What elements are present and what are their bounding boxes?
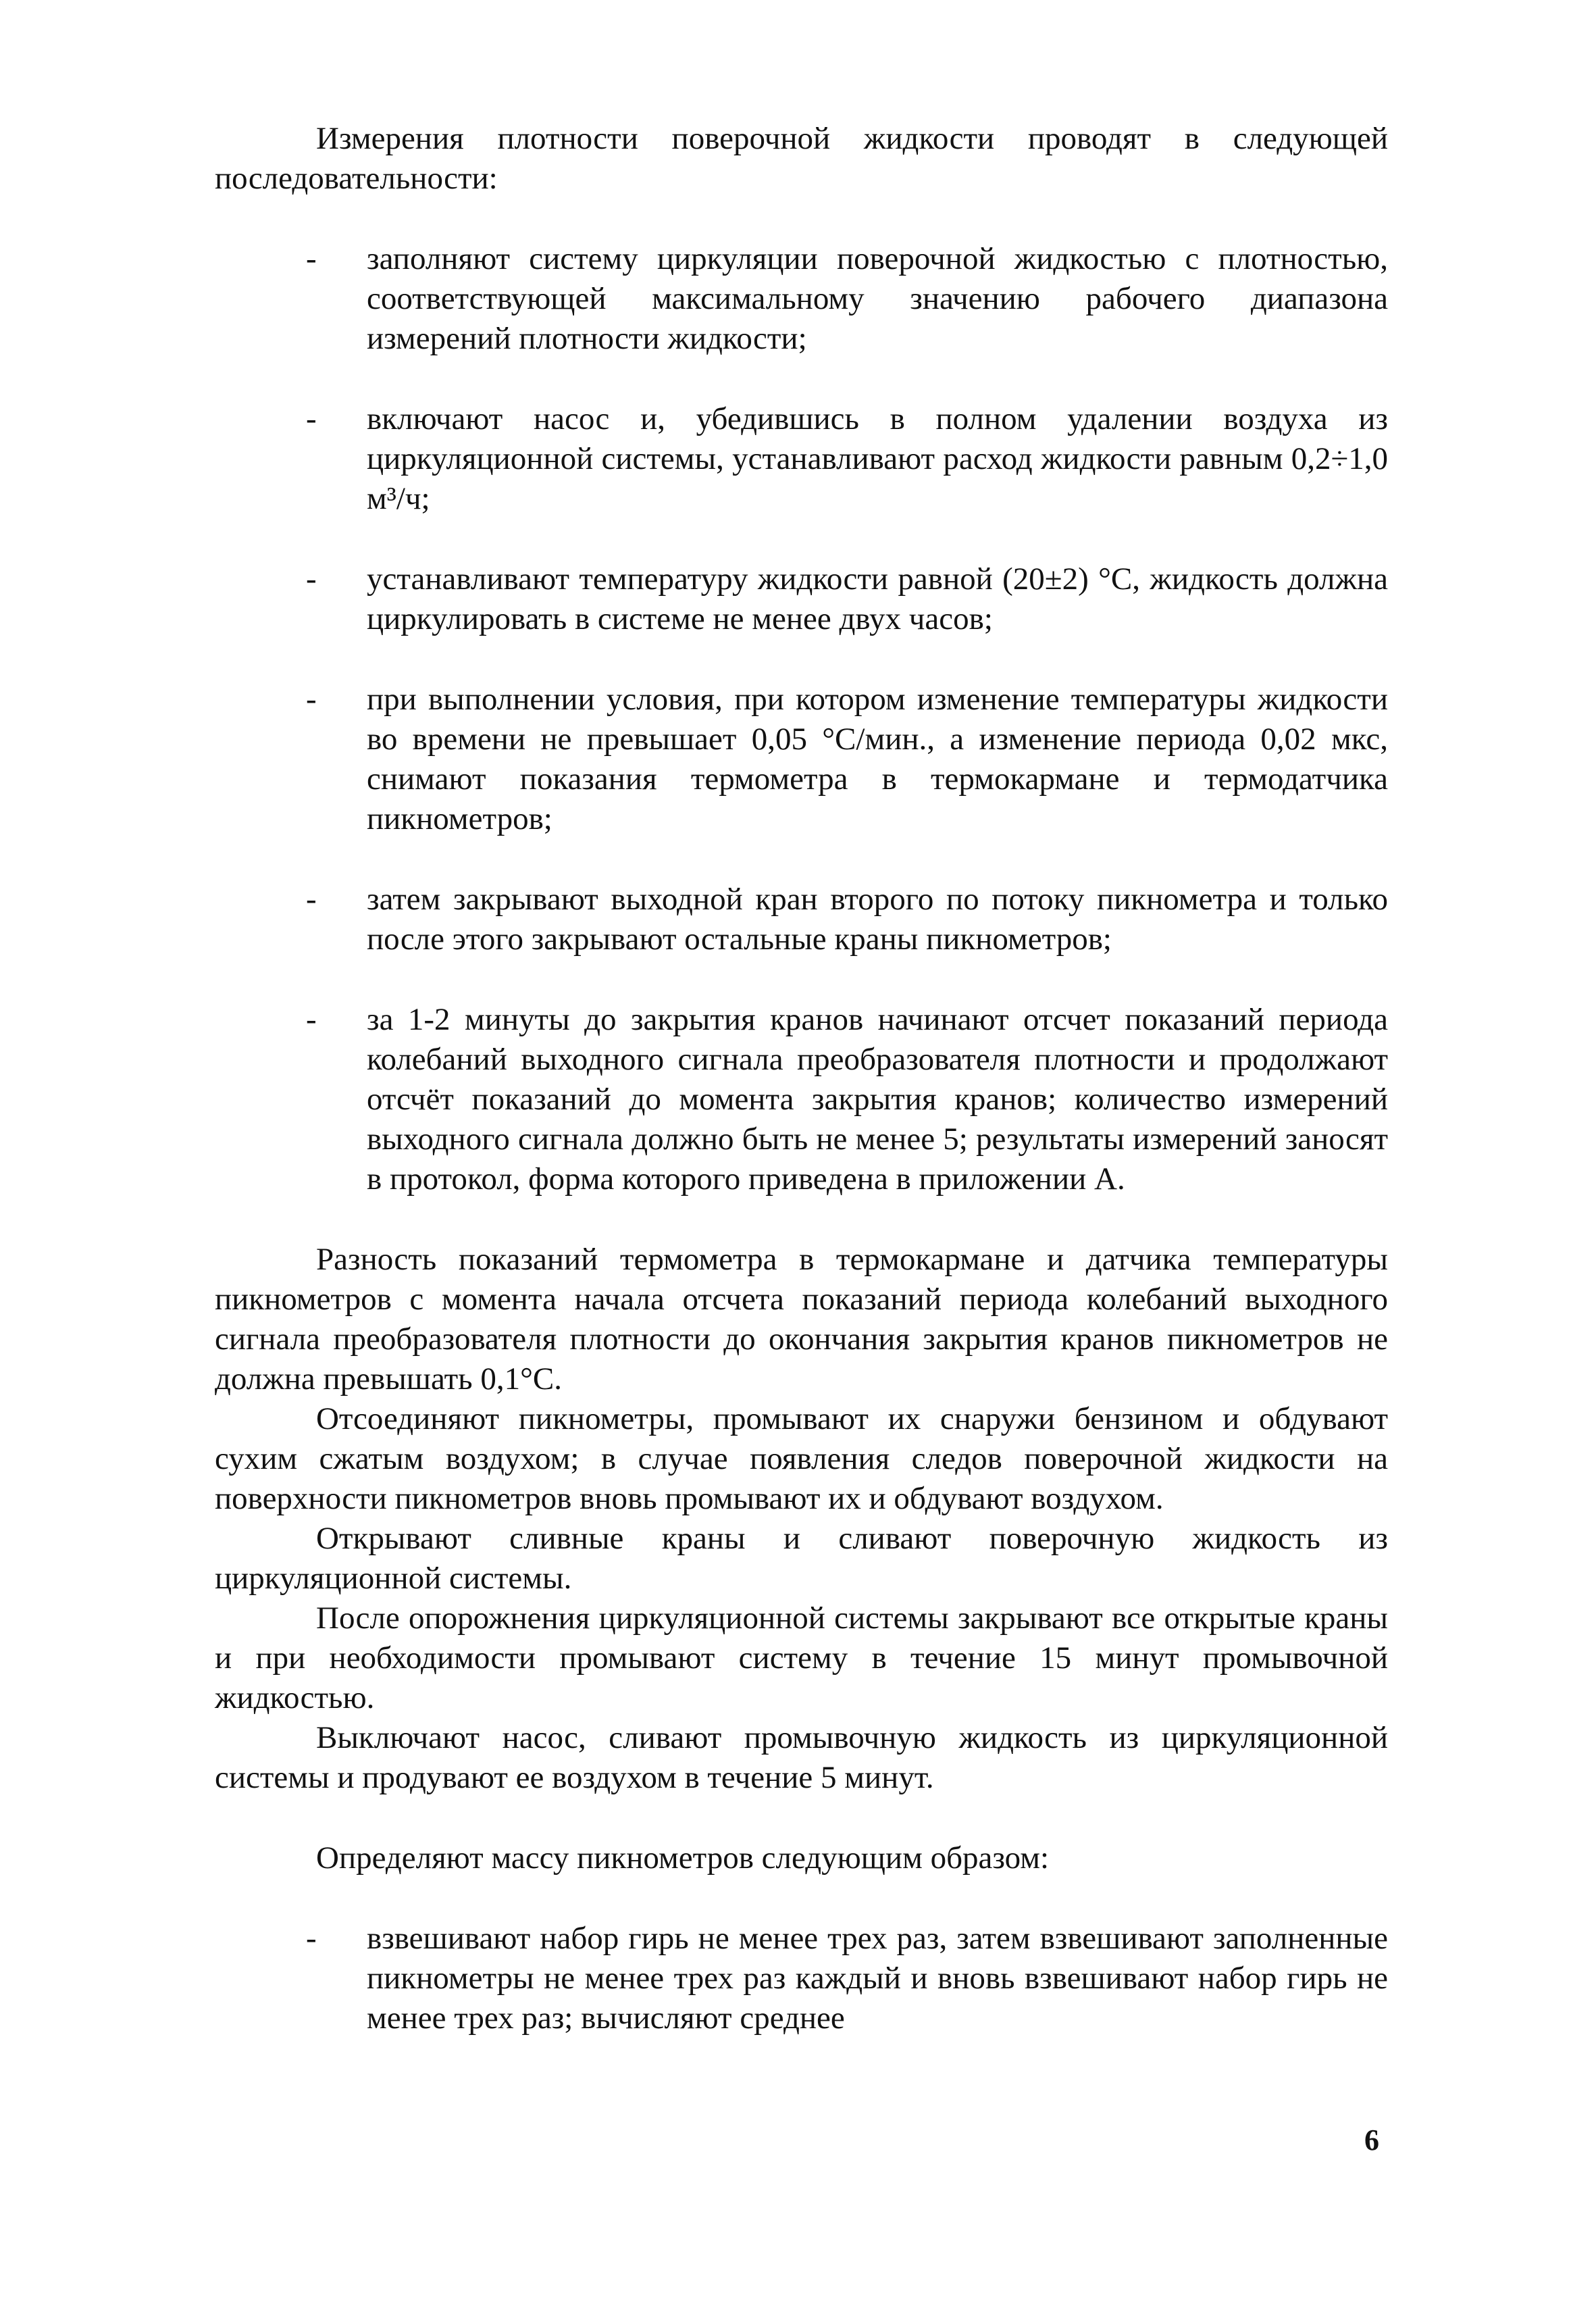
spacer — [215, 199, 1388, 239]
spacer — [215, 1199, 1388, 1240]
list-dash: - — [306, 401, 317, 436]
procedure-steps-list — [215, 239, 1388, 1199]
list-item-text: за 1-2 минуты до закрытия кранов начинают отсчет показаний периода колебаний выходного сигнала преобразователя плотности и продолжают отсчёт показаний до момента закрытия кранов; количество измерений выходного сигнала должно быть не менее 5; результаты измерений заносят в протокол, форма которого приведена в приложении А. — [367, 1002, 1388, 1197]
body-paragraph: Отсоединяют пикнометры, промывают их снаружи бензином и обдувают сухим сжатым воздухом; в случае появления следов поверочной жидкости на поверхности пикнометров вновь промывают их и обдувают воздухом. — [215, 1401, 1388, 1516]
list-dash: - — [306, 241, 317, 276]
body-paragraph: Открывают сливные краны и сливают поверочную жидкость из циркуляционной системы. — [215, 1521, 1388, 1596]
list-item — [215, 880, 1388, 959]
list-item-text: заполняют систему циркуляции поверочной жидкостью с плотностью, соответствующей максимальному значению рабочего диапазона измерений плотности жидкости; — [367, 241, 1388, 356]
list-item — [215, 559, 1388, 639]
list-item — [215, 239, 1388, 359]
list-dash: - — [306, 882, 317, 917]
weighing-steps-list — [215, 1919, 1388, 2038]
body-paragraph: Разность показаний термометра в термокармане и датчика температуры пикнометров с момента начала отсчета показаний периода колебаний выходного сигнала преобразователя плотности до окончания закрытия кранов пикнометров не должна превышать 0,1°С. — [215, 1242, 1388, 1397]
list-dash: - — [306, 1921, 317, 1956]
intro-paragraph: Измерения плотности поверочной жидкости проводят в следующей последовательности: — [215, 121, 1388, 196]
list-item — [215, 399, 1388, 519]
list-dash: - — [306, 1002, 317, 1037]
page-number: 6 — [1364, 2123, 1379, 2157]
list-item — [215, 1000, 1388, 1199]
body-paragraph: После опорожнения циркуляционной системы закрывают все открытые краны и при необходимости промывают систему в течение 15 минут промывочной жидкостью. — [215, 1601, 1388, 1715]
page-content — [215, 119, 1388, 2038]
list-item — [215, 680, 1388, 839]
list-dash: - — [306, 682, 317, 717]
mass-intro-paragraph: Определяют массу пикнометров следующим образом: — [316, 1840, 1050, 1876]
list-item — [215, 1919, 1388, 2038]
spacer — [215, 1798, 1388, 1838]
list-dash: - — [306, 561, 317, 597]
list-item-text: устанавливают температуру жидкости равной (20±2) °С, жидкость должна циркулировать в системе не менее двух часов; — [367, 561, 1388, 636]
list-item-text: взвешивают набор гирь не менее трех раз, затем взвешивают заполненные пикнометры не менее трех раз каждый и вновь взвешивают набор гирь не менее трех раз; вычисляют среднее — [367, 1921, 1388, 2036]
list-item-text: при выполнении условия, при котором изменение температуры жидкости во времени не превышает 0,05 °С/мин., а изменение периода 0,02 мкс, снимают показания термометра в термокармане и термодатчика пикнометров; — [367, 682, 1388, 836]
spacer — [215, 1878, 1388, 1919]
list-item-text: затем закрывают выходной кран второго по потоку пикнометра и только после этого закрывают остальные краны пикнометров; — [367, 882, 1388, 957]
body-paragraph: Выключают насос, сливают промывочную жидкость из циркуляционной системы и продувают ее воздухом в течение 5 минут. — [215, 1720, 1388, 1795]
list-item-text: включают насос и, убедившись в полном удалении воздуха из циркуляционной системы, устанавливают расход жидкости равным 0,2÷1,0 м³/ч; — [367, 401, 1388, 516]
